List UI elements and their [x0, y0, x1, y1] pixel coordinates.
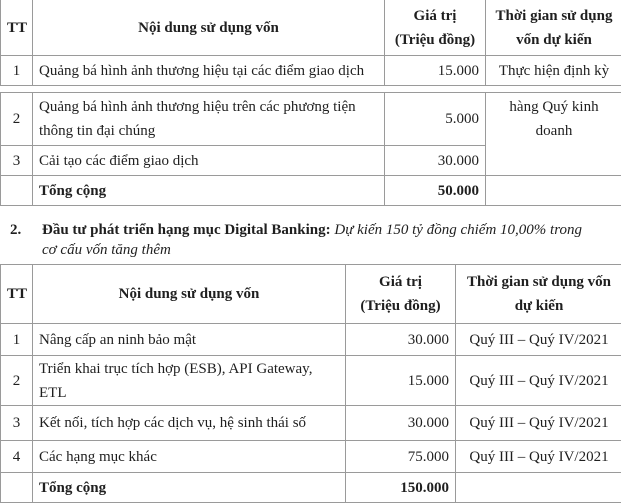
table-header-row [1, 265, 621, 324]
row-tt: 1 [1, 324, 33, 356]
row-content-line1: Quảng bá hình ảnh thương hiệu trên các phương tiện [39, 95, 378, 119]
header-value-line1: Giá trị [391, 4, 479, 28]
row-time-line2: doanh [492, 119, 616, 143]
row-value: 15.000 [385, 56, 486, 86]
header-time-line1: Thời gian sử dụng vốn [462, 270, 616, 294]
total-tt [1, 473, 33, 503]
row-time: Quý III – Quý IV/2021 [456, 441, 621, 473]
row-value: 30.000 [346, 324, 456, 356]
row-time: Quý III – Quý IV/2021 [456, 406, 621, 441]
table-total-row [1, 176, 621, 206]
table-row [1, 356, 621, 406]
row-content-line2: thông tin đại chúng [39, 119, 378, 143]
header-value-line1: Giá trị [352, 270, 449, 294]
row-value: 5.000 [385, 93, 486, 146]
header-content: Nội dung sử dụng vốn [33, 0, 385, 56]
row-tt: 4 [1, 441, 33, 473]
header-time-line2: dự kiến [462, 294, 616, 318]
row-content: Nâng cấp an ninh bảo mật [33, 324, 346, 356]
section-title: Đầu tư phát triển hạng mục Digital Banking: [42, 222, 331, 238]
row-time: Quý III – Quý IV/2021 [456, 356, 621, 406]
header-content: Nội dung sử dụng vốn [33, 265, 346, 324]
row-time: Quý III – Quý IV/2021 [456, 324, 621, 356]
header-tt: TT [1, 265, 33, 324]
row-time-line1: hàng Quý kinh [492, 95, 616, 119]
header-value-line2: (Triệu đồng) [391, 28, 479, 52]
header-time-line2: vốn dự kiến [492, 28, 616, 52]
table-header-row [1, 0, 621, 56]
table-row [1, 324, 621, 356]
row-tt: 1 [1, 56, 33, 86]
capital-usage-table-1-bottom [0, 92, 621, 206]
table-row [1, 93, 621, 146]
header-value [385, 0, 486, 56]
row-content-line1: Triển khai trục tích hợp (ESB), API Gateway, [39, 357, 339, 381]
row-time-merged [486, 93, 621, 176]
table-total-row [1, 473, 621, 503]
row-value: 75.000 [346, 441, 456, 473]
table-row [1, 406, 621, 441]
row-content: Các hạng mục khác [33, 441, 346, 473]
row-tt: 3 [1, 406, 33, 441]
section-desc-line2: cơ cấu vốn tăng thêm [10, 240, 615, 260]
table-row [1, 441, 621, 473]
header-value-line2: (Triệu đồng) [352, 294, 449, 318]
row-value: 15.000 [346, 356, 456, 406]
header-time [486, 0, 621, 56]
row-tt: 2 [1, 93, 33, 146]
section-number: 2. [10, 220, 42, 240]
row-tt: 2 [1, 356, 33, 406]
header-time-line1: Thời gian sử dụng [492, 4, 616, 28]
total-value: 150.000 [346, 473, 456, 503]
total-tt [1, 176, 33, 206]
total-time [456, 473, 621, 503]
row-value: 30.000 [346, 406, 456, 441]
total-value: 50.000 [385, 176, 486, 206]
row-time: Thực hiện định kỳ [486, 56, 621, 86]
total-label: Tổng cộng [33, 473, 346, 503]
row-value: 30.000 [385, 146, 486, 176]
row-content: Kết nối, tích hợp các dịch vụ, hệ sinh thái số [33, 406, 346, 441]
row-content: Cải tạo các điểm giao dịch [33, 146, 385, 176]
capital-usage-table-2 [0, 264, 621, 503]
capital-usage-table-1-top [0, 0, 621, 86]
row-content [33, 93, 385, 146]
header-time [456, 265, 621, 324]
row-content-line2: ETL [39, 381, 339, 405]
header-tt: TT [1, 0, 33, 56]
header-value [346, 265, 456, 324]
section-desc-line1: Dự kiến 150 tỷ đồng chiếm 10,00% trong [334, 222, 582, 238]
total-label: Tổng cộng [33, 176, 385, 206]
total-time [486, 176, 621, 206]
table-row [1, 56, 621, 86]
section-2-heading [10, 220, 615, 260]
row-content [33, 356, 346, 406]
row-tt: 3 [1, 146, 33, 176]
row-content: Quảng bá hình ảnh thương hiệu tại các điểm giao dịch [33, 56, 385, 86]
